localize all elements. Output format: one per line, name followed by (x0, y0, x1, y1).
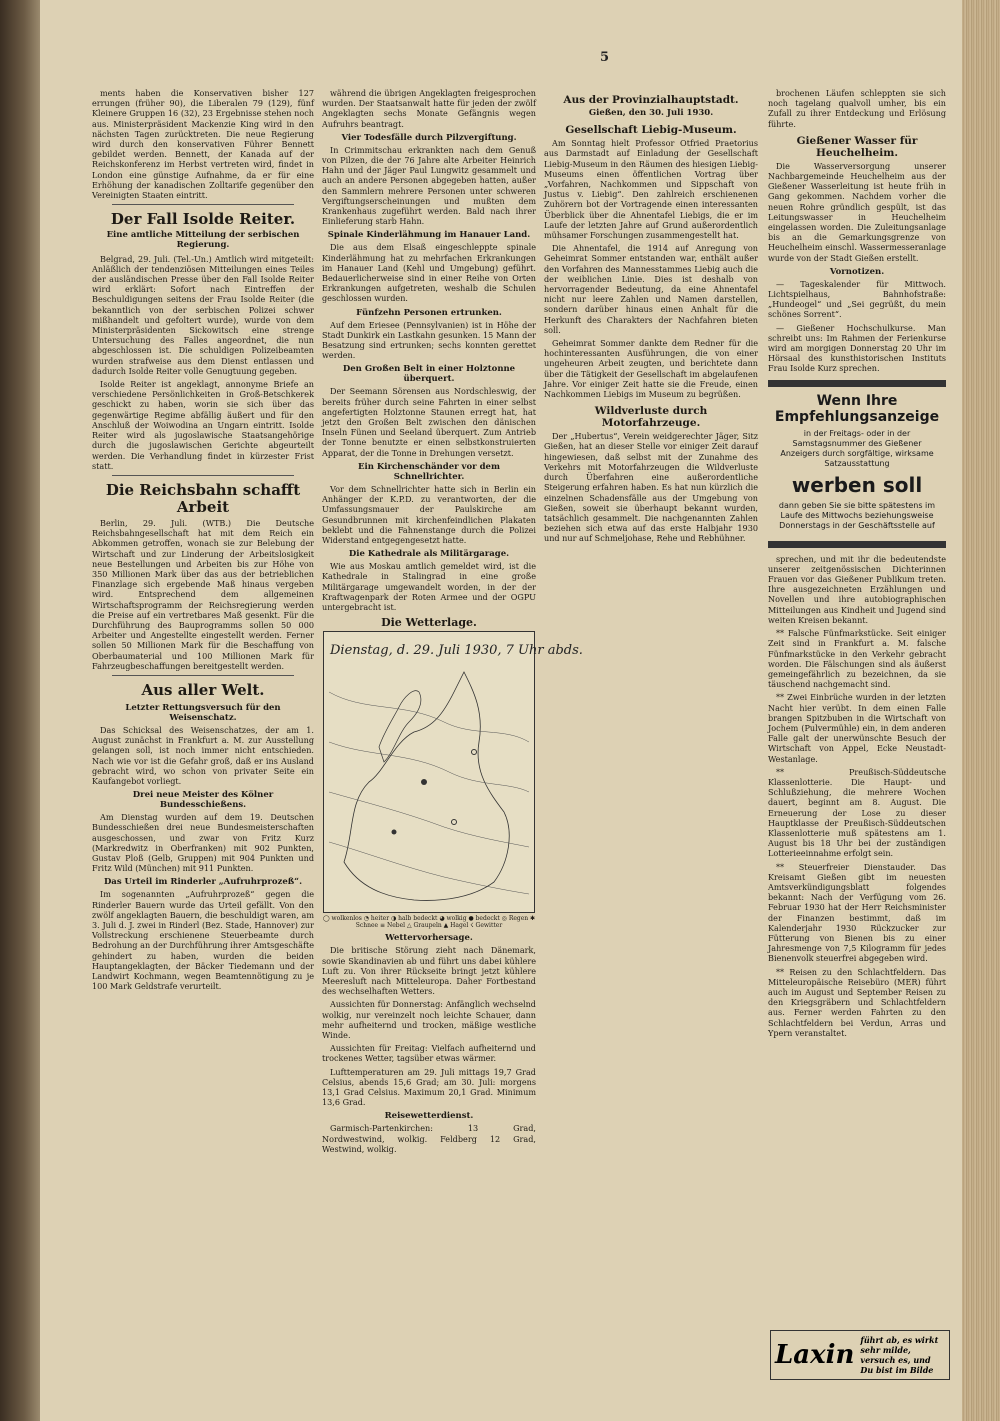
article-text: ** Zwei Einbrüche wurden in der letzten Nacht hier verübt. In dem einen Falle brangen Spitzbuben in die Wirtschaft von Jochem (Pulvermühle) ein, in dem anderen Falle galt der unerwünschte Besuch der Wirtschaft von Appel, Ecke Neustadt-Westanlage. (768, 692, 946, 764)
article-text: Auf dem Eriesee (Pennsylvanien) ist in Höhe der Stadt Dunkirk ein Lastkahn gesunken. 15 Mann der Besatzung sind ertrunken; sechs konnten gerettet werden. (322, 319, 536, 361)
ad-slogan: werben soll (791, 472, 923, 497)
article-text: ** Preußisch-Süddeutsche Klassenlotterie. Die Haupt- und Schlußziehung, die mehrere Wochen dauert, beginnt am 8. August. Die Erneuerung der Lose zu dieser Hauptklasse der Preußisch-Süddeutschen Klassenlotterie muß spätestens am 1. August bis 18 Uhr bei der zuständigen Lotterieeinnahme erfolgt sein. (768, 766, 946, 859)
article-text: Aussichten für Freitag: Vielfach aufheiternd und trockenes Wetter, tagsüber etwas wärmer. (322, 1043, 536, 1064)
subheadline: Den Großen Belt in einer Holztonne überquert. (342, 364, 516, 385)
subheadline: Fünfzehn Personen ertrunken. (356, 307, 502, 318)
column-3 (544, 88, 758, 1328)
weather-legend: ◯ wolkenlos ◔ heiter ◑ halb bedeckt ◕ wolkig ● bedeckt ◎ Regen ✱ Schnee ≡ Nebel △ Graupeln ▲ Hagel ☇ Gewitter (322, 915, 536, 930)
column-1 (92, 88, 314, 1328)
article-text: Am Sonntag hielt Professor Otfried Praetorius aus Darmstadt auf Einladung der Gesellschaft Liebig-Museum in den Räumen des hiesigen Liebig-Museums einen öffentlichen Vortrag über „Vorfahren, Nachkommen und Sippschaft von Justus v. Liebig“. Den zahlreich erschienenen Zuhörern bot der Vortragende einen interessanten Überblick über die Ahnentafel Liebigs, die er im Laufe der letzten Jahre auf Grund außerordentlich mühsamer Forschungen zusammengestellt hat. (544, 138, 758, 241)
article-text: Die Wasserversorgung unserer Nachbargemeinde Heuchelheim aus der Gießener Wasserleitung ist heute früh in Gang gekommen. Nachdem vorher die neuen Rohre gründlich gespült, ist das Leitungswasser in Heuchelheim eingelassen worden. Die Zuleitungsanlage bis an die Gemarkungsgrenze von Heuchelheim einschl. Wassermesseranlage wurde von der Stadt Gießen erstellt. (768, 160, 946, 263)
article-text: Lufttemperaturen am 29. Juli mittags 19,7 Grad Celsius, abends 15,6 Grad; am 30. Juli: morgens 13,1 Grad Celsius. Maximum 20,1 Grad. Minimum 13,6 Grad. (322, 1066, 536, 1108)
article-text: brochenen Läufen schleppten sie sich noch tagelang qualvoll umher, bis ein Zufall zu ihrer Entdeckung und Erlösung führte. (768, 88, 946, 129)
subheadline: Letzter Rettungsversuch für den Weisenschatz. (125, 702, 281, 723)
article-text: ** Reisen zu den Schlachtfeldern. Das Mitteleuropäische Reisebüro (MER) führt auch im August und September Reisen zu den Kriegsgräbern und Schlachtfeldern aus. Ferner werden Fahrten zu den Schlachtfeldern bei Verdun, Arras und Ypern veranstaltet. (768, 966, 946, 1038)
page-edges (962, 0, 1000, 1421)
article-text: Die britische Störung zieht nach Dänemark, sowie Skandinavien ab und führt uns dabei kühlere Luft zu. Von ihrer Rückseite bringt jetzt kühlere Meeresluft nach Mitteleuropa. Daher Fortbestand des wechselhaften Wetters. (322, 945, 536, 997)
article-text: — Gießener Hochschulkurse. Man schreibt uns: Im Rahmen der Ferienkurse wird am morgigen Donnerstag 20 Uhr im Hörsaal des kunsthistorischen Instituts Frau Isolde Kurz sprechen. (768, 322, 946, 374)
article-text: Der Seemann Sörensen aus Nordschleswig, der bereits früher durch seine Fahrten in einer selbst angefertigten Holztonne Staunen erregt hat, hat jetzt den Großen Belt zwischen den dänischen Inseln Fünen und Seeland überquert. Zum Antrieb der Tonne benutzte er einen selbstkonstruierten Apparat, der die Tonne in Drehungen versetzt. (322, 386, 536, 458)
weather-map-date: Dienstag, d. 29. Juli 1930, 7 Uhr abds. (330, 643, 583, 659)
headline: Wildverluste durch Motorfahrzeuge. (594, 405, 708, 430)
article-text: — Tageskalender für Mittwoch. Lichtspielhaus, Bahnhofstraße: „Hundeogel“ und „Sei gegrüßt, du mein schönes Sorrent“. (768, 278, 946, 320)
column-4 (768, 88, 946, 1328)
weather-title: Die Wetterlage. (381, 616, 477, 630)
newspaper-page (40, 0, 962, 1421)
advertisement-box (768, 380, 946, 548)
article-text: ments haben die Konservativen bisher 127 errungen (früher 90), die Liberalen 79 (129), fünf Kleinere Gruppen 16 (32), 23 Ergebnisse stehen noch aus. Ministerpräsident Mackenzie King wird in den nächsten Tagen zurücktreten. Die neue Regierung wird durch den konservativen Führer Bennett gebildet werden. Bennett, der Kanada auf der Reichskonferenz im Herbst vertreten wird, findet in London eine günstige Aufnahme, da er für eine Erhöhung der kanadischen Zolltarife gegenüber den Vereinigten Staaten eintritt. (92, 88, 314, 201)
article-text: Die Ahnentafel, die 1914 auf Anregung von Geheimrat Sommer entstanden war, enthält außer den Vorfahren des Mannesstammes Liebig auch die der weiblichen Linie. Dies ist deshalb von hervorragender Bedeutung, da eine Ahnentafel nicht nur leere Zahlen und Namen darstellen, sondern darüber hinaus einen Anhalt für die Herkunft des Charakters der Nachfahren bieten soll. (544, 243, 758, 335)
headline: Die Reichsbahn schafft Arbeit (105, 480, 301, 516)
article-text: Die aus dem Elsaß eingeschleppte spinale Kinderlähmung hat zu mehrfachen Erkrankungen im Hanauer Land (Kehl und Umgebung) geführt. Bedauerlicherweise sind in einer Reihe von Orten Erkrankungen aufgetreten, weshalb die Schulen geschlossen wurden. (322, 242, 536, 304)
laxin-slogan: führt ab, es wirkt sehr milde, versuch es, und Du bist im Bilde (860, 1335, 939, 1375)
headline: Gießener Wasser für Heuchelheim. (796, 134, 918, 159)
subheadline: Die Kathedrale als Militärgarage. (348, 549, 510, 560)
article-text: Geheimrat Sommer dankte dem Redner für die hochinteressanten Ausführungen, die von einer ungeheuren Arbeit zeugten, und berichtete dann über die Tätigkeit der Gesellschaft im abgelaufenen Jahre. Vor einiger Zeit hatte sie die Freude, einen Nachkommen Liebigs im Museum zu begrüßen. (544, 338, 758, 400)
article-text: Der „Hubertus“, Verein weidgerechter Jäger, Sitz Gießen, hat an dieser Stelle vor einiger Zeit darauf hingewiesen, daß selbst mit der Zunahme des Verkehrs mit Motorfahrzeugen die Wildverluste durch Überfahren eine außerordentliche Steigerung erfahren haben. Es hat nun kürzlich die einzelnen Schadensfälle aus der Umgebung von Gießen, soweit sie überhaupt bekannt wurden, tatsächlich gesammelt. Die nachgenannten Zahlen beziehen sich etwa auf das erste Halbjahr 1930 und nur auf Schmeljohase, Rehe und Rebhühner. (544, 431, 758, 544)
article-text: Aussichten für Donnerstag: Anfänglich wechselnd wolkig, nur vereinzelt noch leichte Schauer, dann mehr aufheiternd und trocken, mäßige westliche Winde. (322, 999, 536, 1040)
weather-map (323, 631, 583, 913)
article-text: Das Schicksal des Weisenschatzes, der am 1. August zunächst in Frankfurt a. M. zur Ausstellung gelangen soll, ist noch immer nicht entschieden. Nach wie vor ist die Gefahr groß, daß er ins Ausland gebracht wird, wo schon von privater Seite ein Kaufangebot vorliegt. (92, 724, 314, 786)
laxin-logo: Laxin (775, 1340, 855, 1370)
subheadline: Eine amtliche Mitteilung der serbischen Regierung. (106, 230, 300, 251)
subheadline: Spinale Kinderlähmung im Hanauer Land. (327, 230, 531, 241)
subheadline: Vornotizen. (829, 266, 885, 277)
page-number: 5 (600, 50, 610, 65)
article-text: ** Falsche Fünfmarkstücke. Seit einiger Zeit sind in Frankfurt a. M. falsche Fünfmarkstücke in den Verkehr gebracht worden. Die Fälschungen sind als äußerst gemeingefährlich zu bezeichnen, da sie täuschend nachgemacht sind. (768, 628, 946, 690)
article-text: In Crimmitschau erkrankten nach dem Genuß von Pilzen, die der 76 Jahre alte Arbeiter Heinrich Hahn und der Jäger Paul Lungwitz gesammelt und auch an andere Personen abgegeben hatten, außer den Sammlern mehrere Personen unter schweren Vergiftungserscheinungen und mußten dem Krankenhaus zugeführt werden. Bald nach ihrer Einlieferung starb Hahn. (322, 144, 536, 227)
headline: Aus aller Welt. (141, 680, 265, 699)
column-2 (322, 88, 583, 1328)
article-text: Am Dienstag wurden auf dem 19. Deutschen Bundesschießen drei neue Bundesmeisterschaften ausgeschossen, und zwar von Fritz Kurz (Markredwitz in Oberfranken) mit 902 Punkten, Gustav Ploß (Gelb, Gruppen) mit 904 Punkten und Fritz Wild (München) mit 911 Punkten. (92, 812, 314, 874)
article-text: Garmisch-Partenkirchen: 13 Grad, Nordwestwind, wolkig. Feldberg 12 Grad, Westwind, wolkig. (322, 1123, 536, 1154)
dateline: Gießen, den 30. Juli 1930. (588, 108, 714, 118)
ad-text: in der Freitags- oder in der Samstagsnummer des Gießener Anzeigers durch sorgfältige, wirksame Satzausstattung (780, 428, 934, 468)
section-title: Aus der Provinzialhauptstadt. (563, 94, 739, 106)
subheadline: Wettervorhersage. (385, 933, 473, 944)
subheadline: Reisewetterdienst. (384, 1111, 474, 1122)
divider (112, 675, 294, 676)
book-binding (0, 0, 40, 1421)
article-text: Berlin, 29. Juli. (WTB.) Die Deutsche Reichsbahngesellschaft hat mit dem Reich ein Abkommen getroffen, wonach sie zur Belebung der Wirtschaft und zur Linderung der Arbeitslosigkeit neue Bestellungen und Arbeiten bis zur Höhe von 350 Millionen Mark über das aus der betrieblichen Finanzlage sich ergebende Maß hinaus vergeben wird. Entsprechend dem allgemeinen Wirtschaftsprogramm der Reichsregierung werden die Preise auf ein vertretbares Maß gesenkt. Für die Durchführung des Bauprogramms sollen 50 000 Arbeiter und Angestellte eingestellt werden. Ferner sollen 50 Millionen Mark für die Beschaffung von Oberbaumaterial und 100 Millionen Mark für Fahrzeugbeschaffungen bereitgestellt werden. (92, 517, 314, 671)
divider (112, 204, 294, 205)
subheadline: Ein Kirchenschänder vor dem Schnellrichter. (358, 461, 500, 482)
subheadline: Vier Todesfälle durch Pilzvergiftung. (341, 132, 517, 143)
subheadline: Das Urteil im Rinderler „Aufruhrprozeß“. (103, 877, 303, 888)
headline: Gesellschaft Liebig-Museum. (565, 124, 737, 137)
laxin-advertisement (770, 1330, 950, 1380)
article-text: ** Steuerfreier Dienstauder. Das Kreisamt Gießen gibt im neuesten Amtsverkündigungsblatt folgendes bekannt: Nach der Verfügung vom 26. Februar 1930 hat der Herr Reichsminister der Finanzen bestimmt, daß im Kalenderjahr 1930 Rückzucker zur Fütterung von Bienen bis zu einer Jahresmenge von 7,5 Kilogramm für jedes Bienenvolk steuerfrei abgegeben wird. (768, 861, 946, 964)
ad-text: dann geben Sie sie bitte spätestens im Laufe des Mittwochs beziehungsweise Donnerstags in der Geschäftsstelle auf (778, 500, 936, 530)
ad-headline: Wenn Ihre Empfehlungsanzeige (774, 392, 940, 425)
divider (112, 475, 294, 476)
article-text: sprechen, und mit ihr die bedeutendste unserer zeitgenössischen Dichterinnen Frauen vor das Gießener Publikum treten. Ihre ausgezeichneten Erzählungen und Novellen und ihre autobiographischen Mitteilungen aus Kindheit und Jugend sind weiten Kreisen bekannt. (768, 553, 946, 625)
headline: Der Fall Isolde Reiter. (110, 210, 296, 229)
article-text: Wie aus Moskau amtlich gemeldet wird, ist die Kathedrale in Stalingrad in eine große Militärgarage umgewandelt worden, in der der Kraftwagenpark der Roten Armee und der OGPU untergebracht ist. (322, 561, 536, 612)
subheadline: Drei neue Meister des Kölner Bundesschießens. (132, 790, 274, 811)
article-text: während die übrigen Angeklagten freigesprochen wurden. Der Staatsanwalt hatte für jeden der zwölf Angeklagten sechs Monate Gefängnis wegen Aufruhrs beantragt. (322, 88, 536, 129)
article-text: Im sogenannten „Aufruhrprozeß“ gegen die Rinderler Bauern wurde das Urteil gefällt. Von den zwölf angeklagten Bauern, die beschuldigt waren, am 3. Juli d. J. zwei in Rinderl (Bez. Stade, Hannover) zur Vollstreckung erschienene Steuerbeamte durch Bedrohung an der Durchführung ihrer Amtsgeschäfte gehindert zu haben, wurden die beiden Hauptangeklagten, der Bäcker Tiedemann und der Landwirt Kochmann, wegen Beamtennötigung zu je 100 Mark Geldstrafe verurteilt. (92, 889, 314, 992)
article-text: Belgrad, 29. Juli. (Tel.-Un.) Amtlich wird mitgeteilt: Anläßlich der tendenziösen Mitteilungen eines Teiles der ausländischen Presse über den Fall Isolde Reiter wird erklärt: Sofort nach Eintreffen der Beschuldigungen seitens der Frau Isolde Reiter (die bekanntlich von der serbischen Polizei schwer mißhandelt und gefoltert wurde), wurde von dem Ministerpräsidenten Sickowitsch eine strenge Untersuchung des Falles angeordnet, die nun abgeschlossen ist. Die schuldigen Polizeibeamten wurden strafweise aus dem Dienst entlassen und dadurch Isolde Reiter volle Genugtuung gegeben. (92, 253, 314, 376)
article-text: Vor dem Schnellrichter hatte sich in Berlin ein Anhänger der K.P.D. zu verantworten, der die Umfassungsmauer der Paulskirche am Gesundbrunnen mit kirchenfeindlichen Plakaten beklebt und die Fahnenstange durch die Polizei Widerstand entgegengesetzt hatte. (322, 483, 536, 545)
article-text: Isolde Reiter ist angeklagt, annonyme Briefe an verschiedene Persönlichkeiten in Groß-Betschkerek geschickt zu haben, worin sie sich über das gegenwärtige Regime abfällig äußert und für den Anschluß der Woiwodina an Ungarn eintritt. Isolde Reiter wird als jugoslawische Staatsangehörige durch die jugoslawischen Gerichte abgeurteilt werden. Die Verhandlung findet in kürzester Frist statt. (92, 379, 314, 471)
